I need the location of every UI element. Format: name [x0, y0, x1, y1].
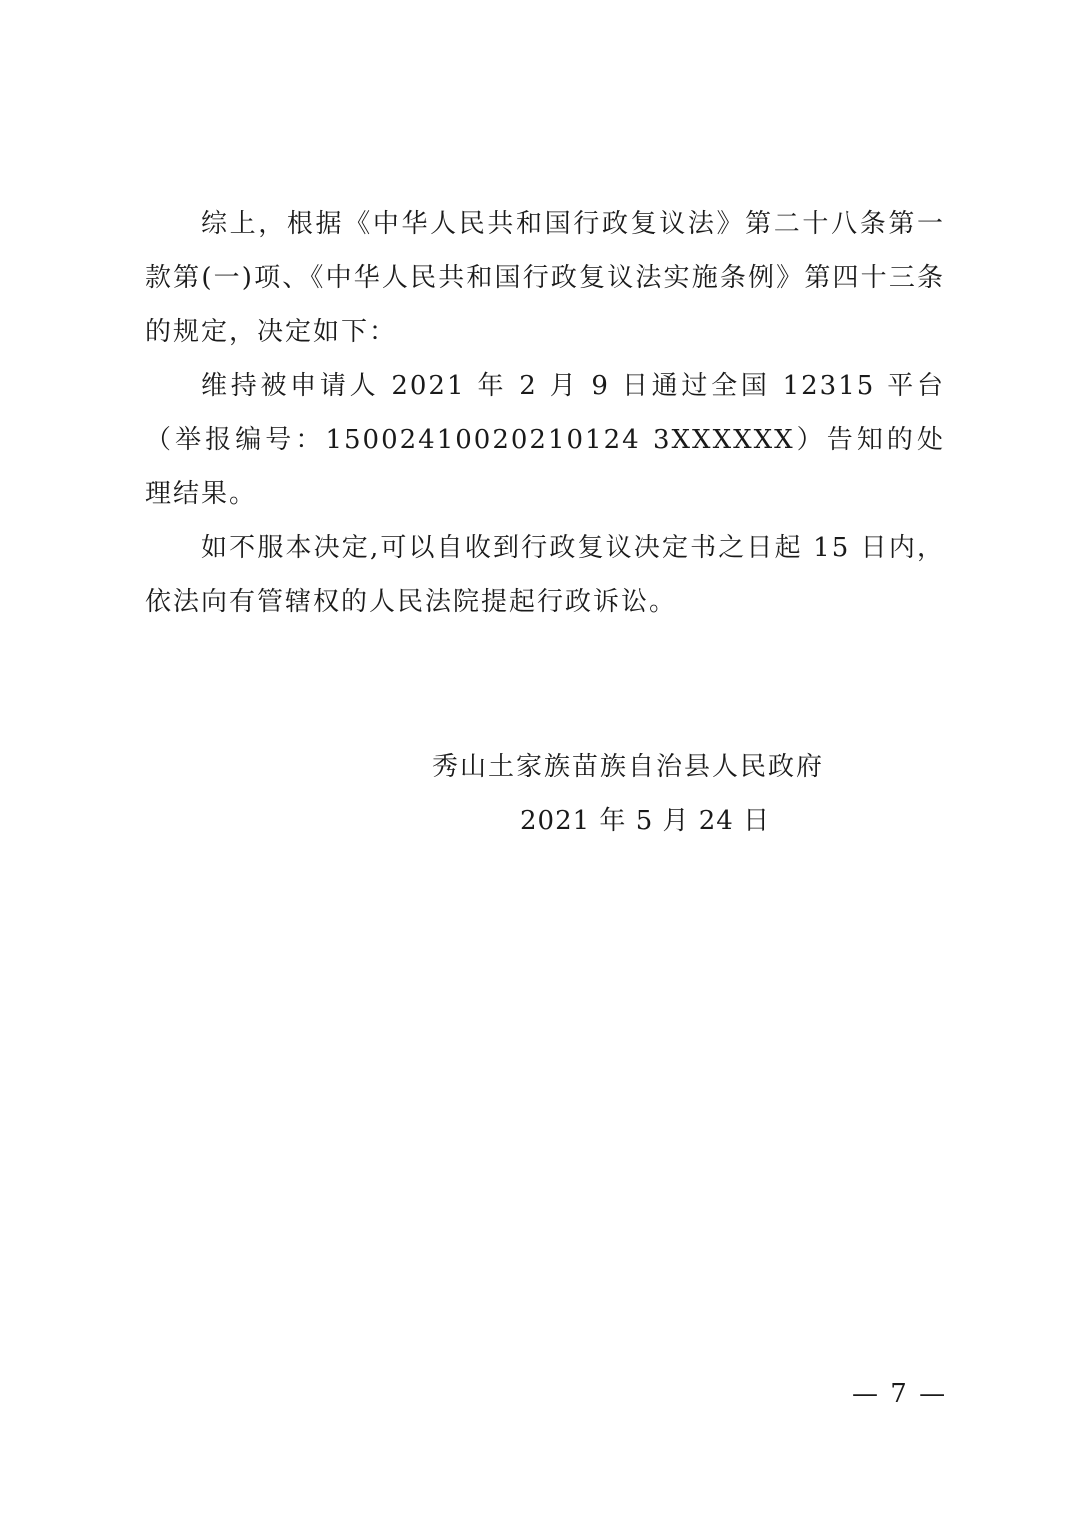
decision-body	[145, 197, 945, 629]
issue-date: 2021 年 5 月 24 日	[520, 806, 771, 836]
paragraph-legal-basis: 综上，根据《中华人民共和国行政复议法》第二十八条第一款第(一)项、《中华人民共和国行政复议法实施条例》第四十三条的规定，决定如下：	[145, 209, 945, 347]
paragraph-decision: 维持被申请人 2021 年 2 月 9 日通过全国 12315 平台（举报编号：15002410020210124 3XXXXXX）告知的处理结果。	[145, 371, 945, 509]
issuing-organization: 秀山土家族苗族自治县人民政府	[432, 752, 825, 782]
page-number: — 7 —	[852, 1379, 948, 1409]
paragraph-appeal-notice: 如不服本决定,可以自收到行政复议决定书之日起 15 日内，依法向有管辖权的人民法院提起行政诉讼。	[145, 533, 945, 617]
